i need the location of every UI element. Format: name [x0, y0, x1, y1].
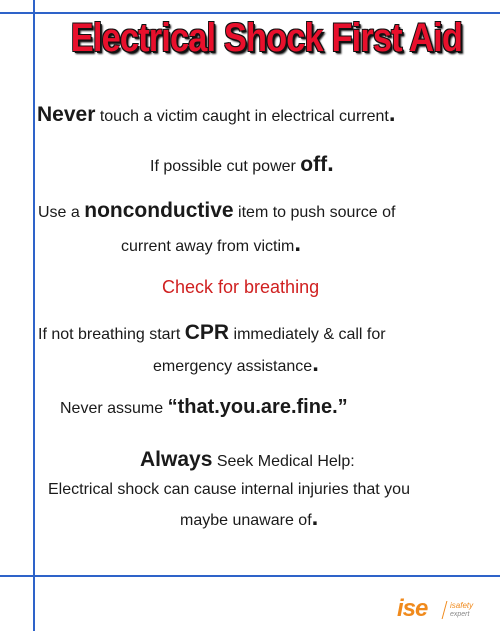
line-text: item to push source of [233, 204, 396, 221]
margin-rule [33, 0, 35, 631]
top-rule [0, 12, 500, 14]
text-line-cut-power [150, 150, 334, 178]
emphasis-never: Never [37, 103, 96, 126]
period: . [312, 350, 319, 377]
period: . [388, 100, 396, 127]
bottom-rule [0, 575, 500, 577]
line-text: Seek Medical Help: [212, 453, 355, 470]
text-line-current-away [121, 230, 302, 258]
line-text: Never assume [60, 400, 168, 417]
page-title: Electrical Shock First Aid [70, 16, 463, 60]
line-text: If not breathing start [38, 326, 185, 343]
text-line-start-cpr [38, 322, 386, 346]
text-line-emergency [153, 350, 319, 378]
period: . [327, 150, 334, 177]
text-line-unaware [180, 504, 319, 532]
logo-subtitle: isafety [450, 601, 474, 610]
line-text: current away from victim [121, 238, 295, 255]
emphasis-nonconductive: nonconductive [84, 199, 234, 222]
text-line-check-breathing [162, 276, 319, 298]
logo-mark: ise [397, 595, 428, 622]
emphasis-quote: “that.you.are.fine.” [167, 396, 348, 418]
period: . [311, 504, 319, 531]
line-text: maybe unaware of [180, 512, 312, 529]
text-line-never-assume [60, 396, 348, 420]
line-text: immediately & call for [229, 326, 386, 343]
ise-logo [397, 597, 489, 625]
logo-divider [442, 601, 448, 619]
emphasis-off: off [300, 153, 328, 176]
emphasis-cpr: CPR [184, 321, 230, 344]
line-text: touch a victim caught in electrical current [95, 108, 389, 125]
line-text: Electrical shock can cause internal injuries that you [48, 481, 410, 498]
emphasis-always: Always [140, 448, 213, 471]
logo-subtitle-2: expert [450, 611, 470, 618]
text-line-never-touch [37, 100, 396, 128]
line-text: emergency assistance [153, 358, 313, 375]
period: . [294, 230, 302, 257]
text-line-internal-injuries [48, 479, 410, 501]
line-text: Use a [38, 204, 85, 221]
line-text: If possible cut power [150, 158, 301, 175]
text-line-nonconductive [38, 200, 395, 224]
text-line-always [140, 449, 355, 473]
highlight-text: Check for breathing [162, 277, 320, 297]
